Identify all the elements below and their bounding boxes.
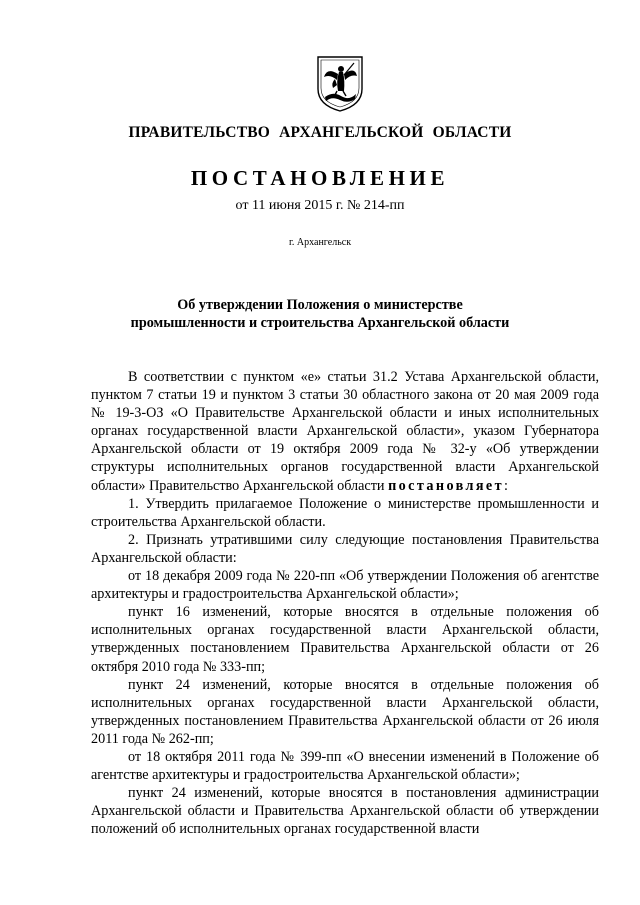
paragraph-6: от 18 октября 2011 года № 399-пп «О внесении изменений в Положение об агентстве архитектуры и градостроительства Архангельской области»; [91, 748, 599, 784]
document-type: ПОСТАНОВЛЕНИЕ [190, 166, 450, 190]
paragraph-7: пункт 24 изменений, которые вносятся в постановления администрации Архангельской области и Правительства Архангельской области об утверждении положений об исполнительных органах государственной власти [91, 785, 599, 838]
organization-name: ПРАВИТЕЛЬСТВО АРХАНГЕЛЬСКОЙ ОБЛАСТИ [128, 124, 512, 141]
paragraph-5: пункт 24 изменений, которые вносятся в отдельные положения об исполнительных органах государственной власти Архангельской области, утвержденных постановлением Правительства Архангельской области от 26 июля 2011 года № 262-пп; [91, 676, 599, 747]
paragraph-3: от 18 декабря 2009 года № 220-пп «Об утверждении Положения об агентстве архитектуры и градостроительства Архангельской области»; [91, 568, 599, 603]
paragraph-4: пункт 16 изменений, которые вносятся в отдельные положения об исполнительных органах государственной власти Архангельской области, утвержденных постановлением Правительства Архангельской области от 26 октября 2010 года № 333-пп; [91, 604, 599, 675]
coat-of-arms-emblem [315, 55, 365, 113]
paragraph-1: 1. Утвердить прилагаемое Положение о министерстве промышленности и строительства Архангельской области. [91, 495, 599, 530]
title-line-2: промышленности и строительства Архангельской области [130, 315, 510, 331]
document-date-number: от 11 июня 2015 г. № 214-пп [235, 198, 405, 213]
title-line-1: Об утверждении Положения о министерстве [177, 297, 463, 313]
paragraph-2: 2. Признать утратившими силу следующие постановления Правительства Архангельской области: [91, 531, 599, 566]
resolves-tail: : [503, 477, 508, 494]
document-city: г. Архангельск [288, 237, 352, 248]
document-title [0, 296, 640, 332]
intro-text: В соответствии с пунктом «е» статьи 31.2 Устава Архангельской области, пунктом 7 статьи 19 и пунктом 3 статьи 30 областного закона от 20 мая 2009 года № 19-3-ОЗ «О Правительстве Архангельской области и иных исполнительных органах государственной власти Архангельской области», указом Губернатора Архангельской области от 19 октября 2009 года № 32-у «Об утверждении структуры исполнительных органов государственной власти Архангельской области» Правительство Архангельской области [91, 369, 599, 494]
intro-paragraph [91, 368, 599, 495]
resolves-keyword: постановляет [388, 477, 504, 494]
document-body [91, 368, 599, 838]
